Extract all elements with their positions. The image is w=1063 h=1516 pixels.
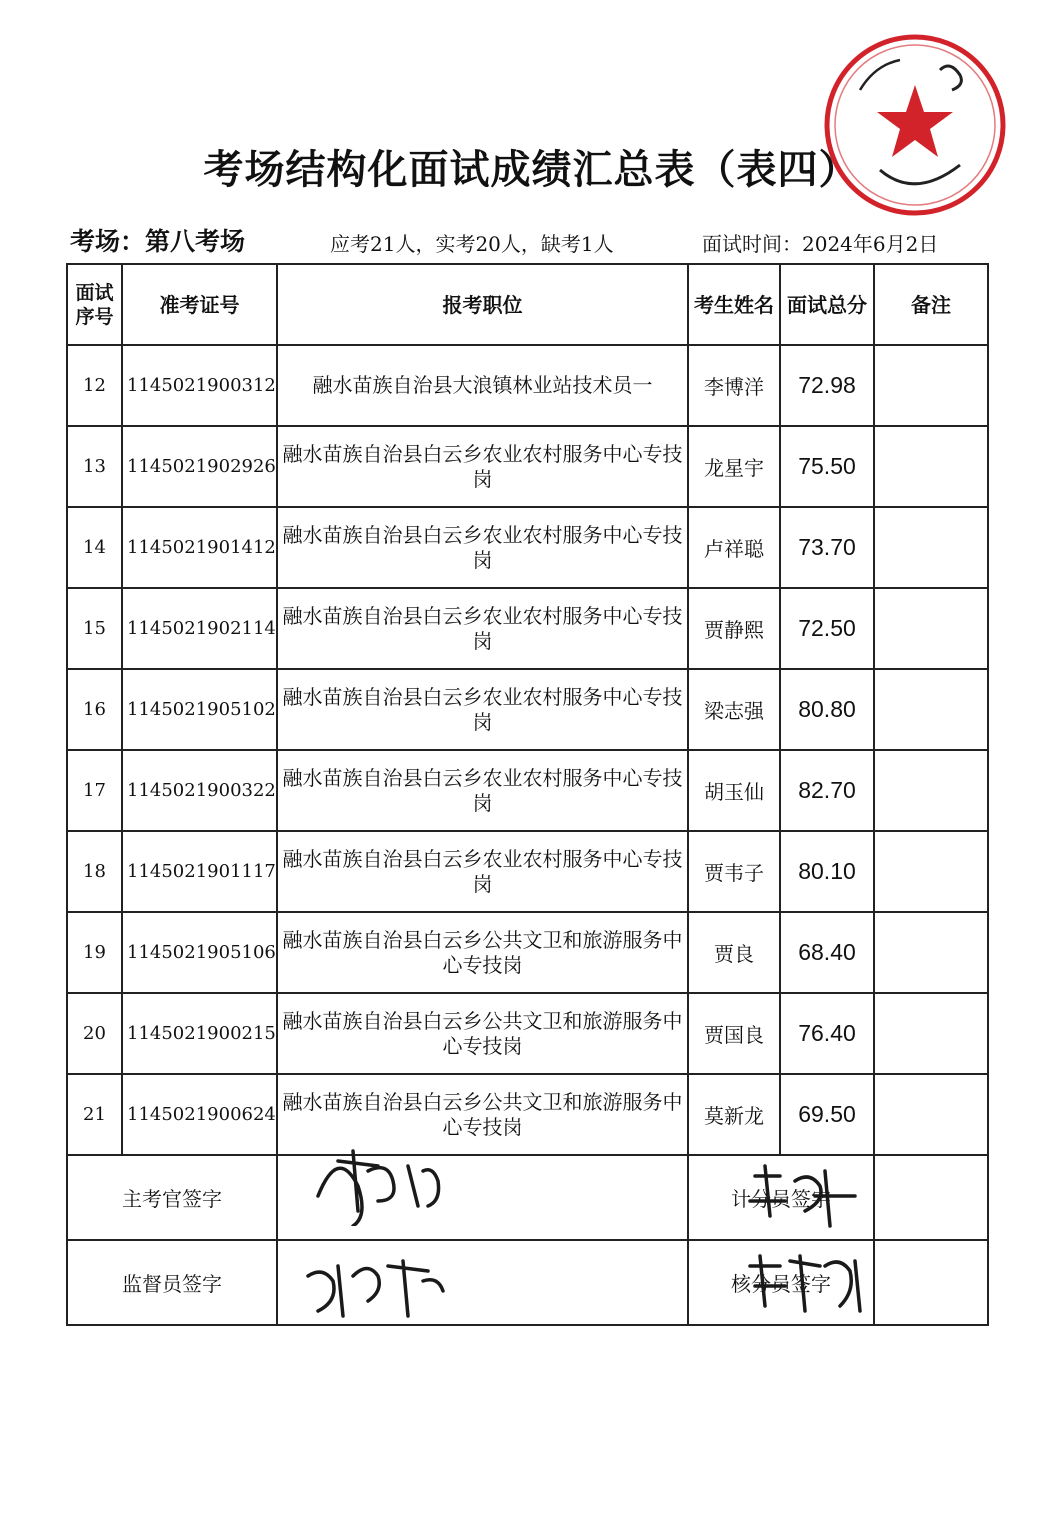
position-cell: 融水苗族自治县大浪镇林业站技术员一 — [277, 345, 688, 426]
position-cell: 融水苗族自治县白云乡农业农村服务中心专技岗 — [277, 669, 688, 750]
score-cell: 75.50 — [780, 426, 874, 507]
signature-row — [67, 1240, 988, 1325]
col-header-ticket: 准考证号 — [122, 264, 277, 345]
chief-examiner-label: 主考官签字 — [67, 1155, 277, 1240]
position-cell: 融水苗族自治县白云乡公共文卫和旅游服务中心专技岗 — [277, 993, 688, 1074]
remark-cell — [874, 426, 988, 507]
checker-label: 核分员签字 — [688, 1240, 874, 1325]
checker-signature — [874, 1240, 988, 1325]
seq-cell: 18 — [67, 831, 122, 912]
handwritten-signature-icon — [298, 1136, 498, 1226]
table-row — [67, 588, 988, 669]
seq-cell: 17 — [67, 750, 122, 831]
seq-cell: 21 — [67, 1074, 122, 1155]
position-cell: 融水苗族自治县白云乡农业农村服务中心专技岗 — [277, 507, 688, 588]
table-row — [67, 507, 988, 588]
remark-cell — [874, 507, 988, 588]
position-cell: 融水苗族自治县白云乡公共文卫和旅游服务中心专技岗 — [277, 1074, 688, 1155]
name-cell: 贾良 — [688, 912, 780, 993]
remark-cell — [874, 345, 988, 426]
name-cell: 贾韦子 — [688, 831, 780, 912]
remark-cell — [874, 669, 988, 750]
score-cell: 72.98 — [780, 345, 874, 426]
seq-cell: 12 — [67, 345, 122, 426]
ticket-cell: 1145021900312 — [122, 345, 277, 426]
name-cell: 龙星宇 — [688, 426, 780, 507]
handwritten-signature-icon — [735, 1156, 875, 1236]
chief-examiner-signature — [277, 1155, 688, 1240]
col-header-score: 面试总分 — [780, 264, 874, 345]
col-header-seq: 面试序号 — [67, 264, 122, 345]
scorer-label: 计分员签字 — [688, 1155, 874, 1240]
col-header-position: 报考职位 — [277, 264, 688, 345]
ticket-cell: 1145021901117 — [122, 831, 277, 912]
ticket-cell: 1145021900322 — [122, 750, 277, 831]
remark-cell — [874, 588, 988, 669]
ticket-cell: 1145021900215 — [122, 993, 277, 1074]
attendance-counts: 应考21人，实考20人，缺考1人 — [330, 232, 614, 256]
seq-cell: 14 — [67, 507, 122, 588]
table-row — [67, 669, 988, 750]
exam-venue: 考场：第八考场 — [70, 227, 246, 256]
name-cell: 贾静熙 — [688, 588, 780, 669]
remark-cell — [874, 750, 988, 831]
seq-cell: 13 — [67, 426, 122, 507]
supervisor-label: 监督员签字 — [67, 1240, 277, 1325]
position-cell: 融水苗族自治县白云乡农业农村服务中心专技岗 — [277, 831, 688, 912]
scorer-signature — [874, 1155, 988, 1240]
score-cell: 69.50 — [780, 1074, 874, 1155]
name-cell: 胡玉仙 — [688, 750, 780, 831]
page-title: 考场结构化面试成绩汇总表（表四） — [203, 146, 860, 193]
score-cell: 80.80 — [780, 669, 874, 750]
ticket-cell: 1145021901412 — [122, 507, 277, 588]
table-row — [67, 1074, 988, 1155]
col-header-remark: 备注 — [874, 264, 988, 345]
score-cell: 72.50 — [780, 588, 874, 669]
remark-cell — [874, 993, 988, 1074]
handwritten-signature-icon — [293, 1246, 473, 1326]
name-cell: 卢祥聪 — [688, 507, 780, 588]
table-row — [67, 912, 988, 993]
name-cell: 贾国良 — [688, 993, 780, 1074]
name-cell: 莫新龙 — [688, 1074, 780, 1155]
remark-cell — [874, 831, 988, 912]
col-header-name: 考生姓名 — [688, 264, 780, 345]
seq-cell: 16 — [67, 669, 122, 750]
table-row — [67, 345, 988, 426]
score-cell: 68.40 — [780, 912, 874, 993]
score-cell: 82.70 — [780, 750, 874, 831]
signature-row — [67, 1155, 988, 1240]
table-row — [67, 750, 988, 831]
handwritten-signature-icon — [740, 1241, 880, 1321]
name-cell: 梁志强 — [688, 669, 780, 750]
header-row — [67, 264, 988, 345]
remark-cell — [874, 912, 988, 993]
position-cell: 融水苗族自治县白云乡农业农村服务中心专技岗 — [277, 426, 688, 507]
score-cell: 76.40 — [780, 993, 874, 1074]
table-row — [67, 426, 988, 507]
score-table — [66, 263, 989, 1326]
ticket-cell: 1145021905102 — [122, 669, 277, 750]
interview-time: 面试时间：2024年6月2日 — [702, 232, 939, 256]
ticket-cell: 1145021905106 — [122, 912, 277, 993]
position-cell: 融水苗族自治县白云乡农业农村服务中心专技岗 — [277, 588, 688, 669]
official-seal — [820, 30, 1010, 220]
remark-cell — [874, 1074, 988, 1155]
score-cell: 73.70 — [780, 507, 874, 588]
ticket-cell: 1145021900624 — [122, 1074, 277, 1155]
seq-cell: 15 — [67, 588, 122, 669]
score-cell: 80.10 — [780, 831, 874, 912]
table-row — [67, 831, 988, 912]
name-cell: 李博洋 — [688, 345, 780, 426]
seq-cell: 20 — [67, 993, 122, 1074]
ticket-cell: 1145021902114 — [122, 588, 277, 669]
position-cell: 融水苗族自治县白云乡公共文卫和旅游服务中心专技岗 — [277, 912, 688, 993]
table-row — [67, 993, 988, 1074]
supervisor-signature — [277, 1240, 688, 1325]
ticket-cell: 1145021902926 — [122, 426, 277, 507]
position-cell: 融水苗族自治县白云乡农业农村服务中心专技岗 — [277, 750, 688, 831]
seq-cell: 19 — [67, 912, 122, 993]
